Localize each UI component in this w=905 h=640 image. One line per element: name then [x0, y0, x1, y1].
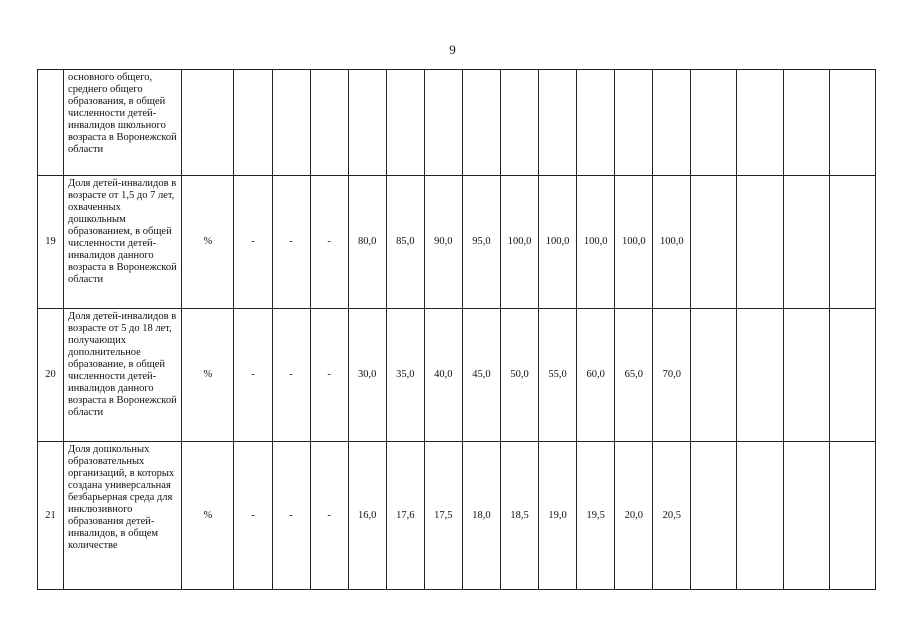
value-cell: [539, 70, 577, 176]
value-cell: -: [234, 442, 272, 590]
empty-cell: [737, 176, 783, 309]
value-cell: 20,0: [615, 442, 653, 590]
value-cell: [386, 70, 424, 176]
table-row: [38, 70, 876, 176]
value-cell: [272, 70, 310, 176]
row-number-cell: 21: [38, 442, 64, 590]
empty-cell: [783, 176, 829, 309]
indicator-description-cell: Доля детей-инвалидов в возрасте от 5 до 18 лет, получающих дополнительное образование, в общей численности детей-инвалидов данного возраста в Воронежской области: [64, 309, 182, 442]
value-cell: 17,6: [386, 442, 424, 590]
value-cell: 30,0: [348, 309, 386, 442]
table-row: [38, 176, 876, 309]
value-cell: [424, 70, 462, 176]
value-cell: 17,5: [424, 442, 462, 590]
value-cell: -: [234, 176, 272, 309]
empty-cell: [691, 442, 737, 590]
value-cell: [500, 70, 538, 176]
value-cell: 45,0: [462, 309, 500, 442]
value-cell: 80,0: [348, 176, 386, 309]
value-cell: 18,0: [462, 442, 500, 590]
value-cell: 65,0: [615, 309, 653, 442]
empty-cell: [691, 176, 737, 309]
indicator-description-cell: основного общего, среднего общего образования, в общей численности детей-инвалидов школьного возраста в Воронежской области: [64, 70, 182, 176]
empty-cell: [783, 442, 829, 590]
unit-cell: %: [182, 309, 234, 442]
empty-cell: [737, 309, 783, 442]
value-cell: -: [272, 442, 310, 590]
value-cell: [462, 70, 500, 176]
table-row: [38, 442, 876, 590]
value-cell: 100,0: [653, 176, 691, 309]
empty-cell: [737, 70, 783, 176]
value-cell: 100,0: [539, 176, 577, 309]
value-cell: 100,0: [615, 176, 653, 309]
value-cell: 85,0: [386, 176, 424, 309]
row-number-cell: [38, 70, 64, 176]
value-cell: [234, 70, 272, 176]
indicators-table: [37, 69, 876, 590]
value-cell: -: [234, 309, 272, 442]
page-number: 9: [449, 42, 456, 57]
value-cell: 60,0: [577, 309, 615, 442]
unit-cell: [182, 70, 234, 176]
empty-cell: [829, 309, 875, 442]
value-cell: 100,0: [577, 176, 615, 309]
empty-cell: [691, 309, 737, 442]
value-cell: 40,0: [424, 309, 462, 442]
value-cell: 55,0: [539, 309, 577, 442]
value-cell: 35,0: [386, 309, 424, 442]
value-cell: 95,0: [462, 176, 500, 309]
indicator-description-cell: Доля дошкольных образовательных организаций, в которых создана универсальная безбарьерная среда для инклюзивного образования детей-инвалидов, в общем количестве: [64, 442, 182, 590]
value-cell: 19,0: [539, 442, 577, 590]
value-cell: [653, 70, 691, 176]
row-number-cell: 20: [38, 309, 64, 442]
empty-cell: [829, 176, 875, 309]
table-row: [38, 309, 876, 442]
empty-cell: [691, 70, 737, 176]
value-cell: 90,0: [424, 176, 462, 309]
value-cell: [615, 70, 653, 176]
value-cell: -: [310, 442, 348, 590]
empty-cell: [829, 442, 875, 590]
value-cell: 18,5: [500, 442, 538, 590]
empty-cell: [829, 70, 875, 176]
indicator-description-cell: Доля детей-инвалидов в возрасте от 1,5 до 7 лет, охваченных дошкольным образованием, в общей численности детей-инвалидов данного возраста в Воронежской области: [64, 176, 182, 309]
value-cell: [577, 70, 615, 176]
unit-cell: %: [182, 442, 234, 590]
value-cell: -: [310, 309, 348, 442]
value-cell: 19,5: [577, 442, 615, 590]
value-cell: 50,0: [500, 309, 538, 442]
value-cell: 70,0: [653, 309, 691, 442]
empty-cell: [783, 309, 829, 442]
value-cell: 16,0: [348, 442, 386, 590]
empty-cell: [737, 442, 783, 590]
value-cell: [348, 70, 386, 176]
value-cell: 20,5: [653, 442, 691, 590]
unit-cell: %: [182, 176, 234, 309]
value-cell: 100,0: [500, 176, 538, 309]
value-cell: -: [272, 176, 310, 309]
empty-cell: [783, 70, 829, 176]
value-cell: [310, 70, 348, 176]
value-cell: -: [272, 309, 310, 442]
value-cell: -: [310, 176, 348, 309]
row-number-cell: 19: [38, 176, 64, 309]
